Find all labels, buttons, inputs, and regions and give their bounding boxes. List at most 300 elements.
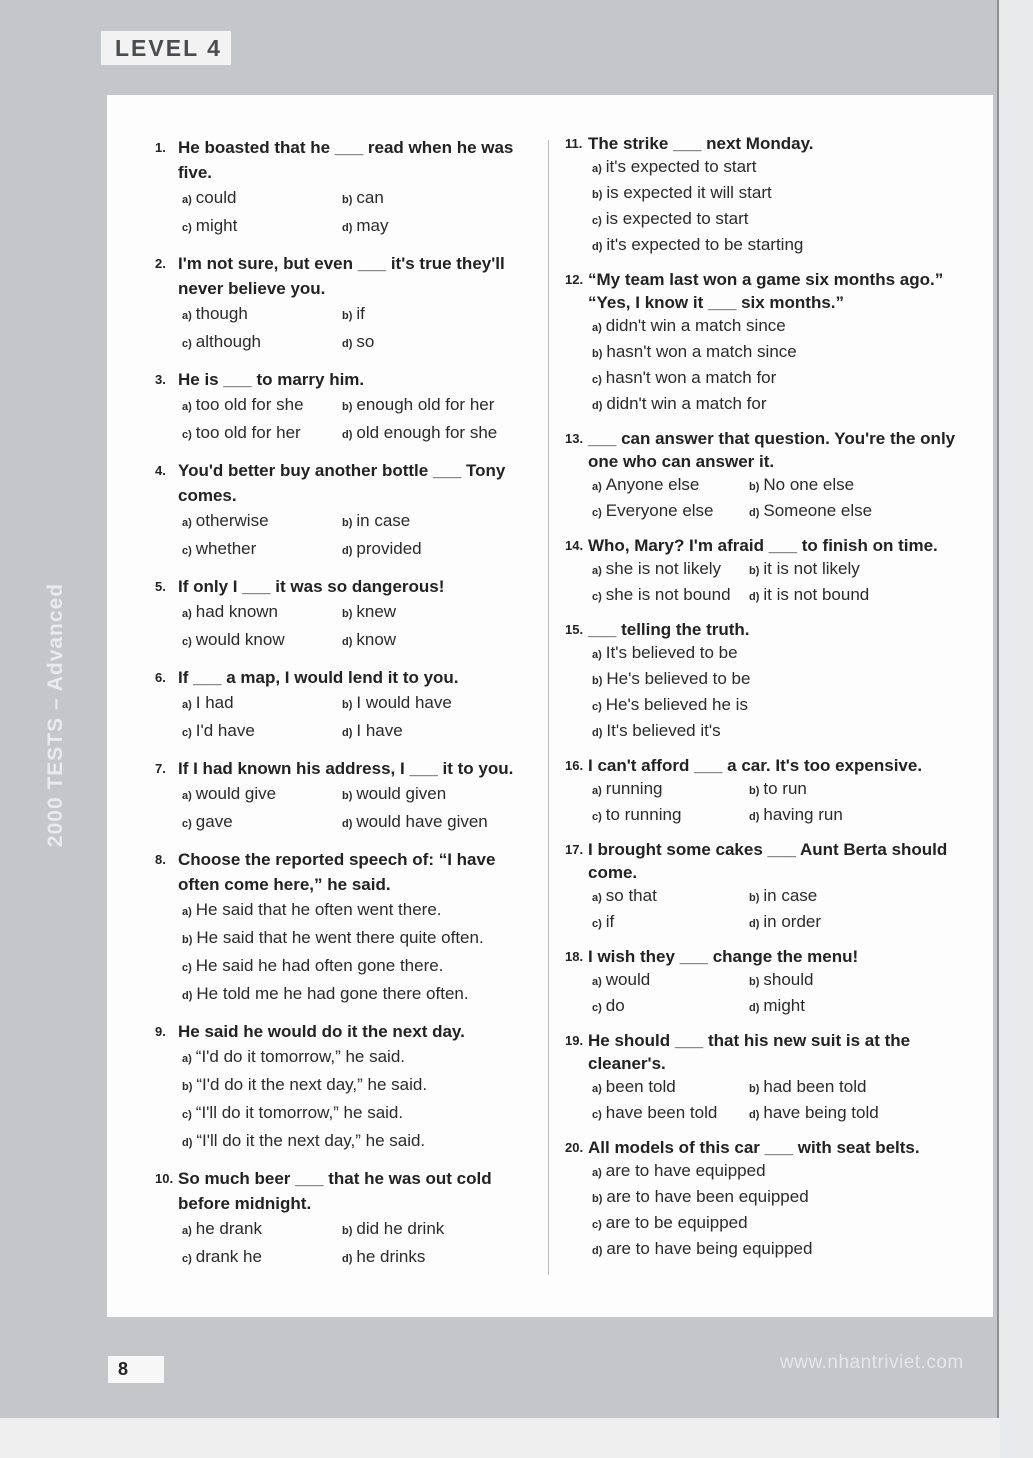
option-text: if [605, 912, 615, 931]
answer-option [592, 1211, 965, 1237]
option-letter: b) [592, 1193, 603, 1205]
option-letter: b) [749, 1083, 760, 1095]
answer-option [182, 690, 342, 718]
question-text: Who, Mary? I'm afraid ___ to finish on time. [588, 536, 938, 555]
answer-options [565, 968, 965, 1020]
left-question-column [155, 135, 530, 1282]
option-text: may [356, 216, 389, 235]
answer-option [592, 181, 965, 207]
answer-option [182, 420, 342, 448]
answer-options [565, 1075, 965, 1127]
question-number: 13. [565, 431, 584, 446]
option-text: Anyone else [605, 475, 700, 494]
option-text: “I'll do it the next day,” he said. [196, 1131, 426, 1150]
option-letter: d) [749, 591, 760, 603]
option-text: it's expected to start [605, 157, 757, 176]
answer-option [592, 884, 749, 910]
option-text: I would have [356, 693, 452, 712]
option-letter: c) [592, 1109, 602, 1121]
answer-option [749, 1075, 965, 1101]
option-text: is expected to start [605, 209, 749, 228]
option-text: He said he had often gone there. [195, 956, 444, 975]
answer-option [182, 1072, 530, 1100]
answer-option [342, 599, 530, 627]
option-text: “I'll do it tomorrow,” he said. [195, 1103, 404, 1122]
question-number: 20. [565, 1140, 584, 1155]
option-text: it is not bound [763, 585, 870, 604]
answer-option [182, 599, 342, 627]
next-page-edge [997, 0, 1033, 1458]
option-letter: b) [342, 310, 353, 322]
option-text: enough old for her [356, 395, 495, 414]
answer-option [182, 1216, 342, 1244]
answer-option [749, 910, 965, 936]
question-item [565, 754, 965, 829]
option-letter: d) [342, 429, 353, 441]
option-text: would [605, 970, 651, 989]
answer-option [342, 213, 530, 241]
answer-option [342, 1216, 530, 1244]
question-stem [565, 1136, 965, 1159]
option-text: No one else [763, 475, 855, 494]
question-stem [155, 1166, 530, 1216]
answer-option [592, 557, 749, 583]
option-letter: d) [342, 636, 353, 648]
question-text: All models of this car ___ with seat belts. [588, 1138, 920, 1157]
option-letter: b) [342, 699, 353, 711]
option-letter: c) [592, 1002, 602, 1014]
option-letter: a) [592, 1167, 602, 1179]
question-text: I wish they ___ change the menu! [588, 947, 859, 966]
question-number: 18. [565, 949, 584, 964]
question-number: 12. [565, 272, 584, 287]
option-text: would give [195, 784, 277, 803]
option-text: could [195, 188, 237, 207]
answer-option [749, 803, 965, 829]
option-text: should [763, 970, 814, 989]
option-letter: c) [182, 636, 192, 648]
option-text: can [356, 188, 384, 207]
option-text: would given [356, 784, 447, 803]
question-item [565, 838, 965, 936]
option-letter: c) [182, 429, 192, 441]
option-letter: b) [592, 348, 603, 360]
answer-options [565, 155, 965, 259]
option-text: did he drink [356, 1219, 445, 1238]
option-letter: d) [342, 545, 353, 557]
option-text: I have [356, 721, 403, 740]
answer-option [592, 667, 965, 693]
option-text: would have given [356, 812, 488, 831]
option-letter: b) [182, 1081, 193, 1093]
option-text: too old for her [195, 423, 301, 442]
option-letter: a) [592, 322, 602, 334]
option-letter: c) [182, 545, 192, 557]
answer-option [592, 1159, 965, 1185]
question-stem [155, 574, 530, 599]
option-letter: a) [592, 649, 602, 661]
question-item [565, 427, 965, 525]
option-letter: c) [592, 811, 602, 823]
option-letter: b) [592, 189, 603, 201]
answer-option [592, 340, 965, 366]
answer-options [565, 641, 965, 745]
question-number: 3. [155, 372, 166, 387]
question-number: 7. [155, 761, 166, 776]
question-text: If ___ a map, I would lend it to you. [178, 668, 459, 687]
answer-option [182, 981, 530, 1009]
option-letter: c) [182, 1253, 192, 1265]
answer-option [592, 1185, 965, 1211]
answer-option [749, 994, 965, 1020]
option-text: He said that he went there quite often. [196, 928, 484, 947]
option-letter: b) [342, 1225, 353, 1237]
option-letter: a) [592, 565, 602, 577]
answer-option [342, 185, 530, 213]
answer-option [182, 1244, 342, 1272]
option-letter: b) [749, 785, 760, 797]
answer-option [342, 627, 530, 655]
answer-option [342, 329, 530, 357]
option-letter: a) [182, 906, 192, 918]
option-text: Someone else [763, 501, 873, 520]
answer-option [182, 392, 342, 420]
option-text: she is not likely [605, 559, 722, 578]
answer-option [592, 1237, 965, 1263]
answer-option [592, 641, 965, 667]
option-letter: c) [182, 338, 192, 350]
question-text: You'd better buy another bottle ___ Tony comes. [178, 461, 506, 505]
question-stem [155, 251, 530, 301]
answer-options [565, 314, 965, 418]
option-letter: d) [592, 400, 603, 412]
option-letter: a) [592, 481, 602, 493]
answer-option [182, 1128, 530, 1156]
answer-options [155, 599, 530, 655]
answer-options [155, 1216, 530, 1272]
question-item [155, 251, 530, 357]
answer-option [182, 329, 342, 357]
option-text: might [763, 996, 805, 1015]
option-text: too old for she [195, 395, 304, 414]
option-text: running [605, 779, 663, 798]
option-letter: a) [592, 976, 602, 988]
option-text: provided [356, 539, 422, 558]
answer-option [592, 1101, 749, 1127]
answer-option [592, 392, 965, 418]
question-number: 4. [155, 463, 166, 478]
option-letter: b) [592, 675, 603, 687]
question-item [155, 135, 530, 241]
question-text: Choose the reported speech of: “I have often come here,” he said. [178, 850, 496, 894]
question-text: If I had known his address, I ___ it to you. [178, 759, 514, 778]
option-text: it is not likely [763, 559, 860, 578]
question-text: So much beer ___ that he was out cold before midnight. [178, 1169, 492, 1213]
answer-option [749, 473, 965, 499]
page-number-box [108, 1356, 164, 1383]
answer-option [592, 233, 965, 259]
question-text: “My team last won a game six months ago.” “Yes, I know it ___ six months.” [588, 270, 944, 312]
question-item [565, 268, 965, 418]
question-stem [155, 135, 530, 185]
answer-option [592, 693, 965, 719]
answer-option [182, 1100, 530, 1128]
question-number: 19. [565, 1033, 584, 1048]
answer-option [749, 583, 965, 609]
answer-options [155, 897, 530, 1009]
option-text: is expected it will start [606, 183, 772, 202]
answer-option [182, 213, 342, 241]
option-text: have been told [605, 1103, 718, 1122]
option-letter: d) [749, 811, 760, 823]
option-text: He said that he often went there. [195, 900, 442, 919]
question-stem [565, 534, 965, 557]
option-letter: d) [592, 727, 603, 739]
answer-option [749, 557, 965, 583]
question-stem [565, 268, 965, 314]
option-letter: d) [749, 507, 760, 519]
option-letter: b) [749, 481, 760, 493]
option-letter: a) [182, 517, 192, 529]
option-letter: c) [182, 1109, 192, 1121]
answer-option [592, 314, 965, 340]
question-number: 17. [565, 842, 584, 857]
question-item [155, 458, 530, 564]
side-book-title: 2000 TESTS – Advanced [44, 582, 67, 848]
answer-option [592, 777, 749, 803]
option-text: he drank [195, 1219, 262, 1238]
question-number: 2. [155, 256, 166, 271]
option-letter: c) [592, 215, 602, 227]
option-letter: b) [342, 401, 353, 413]
answer-options [565, 777, 965, 829]
question-stem [155, 1019, 530, 1044]
option-text: are to be equipped [605, 1213, 748, 1232]
option-letter: b) [749, 892, 760, 904]
question-text: He said he would do it the next day. [178, 1022, 465, 1041]
option-letter: d) [342, 338, 353, 350]
answer-options [155, 301, 530, 357]
website-url: www.nhantriviet.com [780, 1352, 964, 1373]
option-text: know [356, 630, 397, 649]
option-text: have being told [763, 1103, 879, 1122]
option-text: he drinks [356, 1247, 426, 1266]
answer-option [342, 1244, 530, 1272]
option-text: do [605, 996, 625, 1015]
option-text: He's believed he is [605, 695, 748, 714]
option-text: might [195, 216, 238, 235]
option-text: to run [763, 779, 807, 798]
option-letter: c) [592, 918, 602, 930]
option-text: had known [195, 602, 279, 621]
answer-option [182, 897, 530, 925]
option-text: hasn't won a match for [605, 368, 777, 387]
answer-option [182, 925, 530, 953]
option-text: He's believed to be [606, 669, 751, 688]
answer-option [749, 1101, 965, 1127]
option-letter: d) [342, 727, 353, 739]
answer-option [182, 536, 342, 564]
option-text: though [195, 304, 248, 323]
question-text: He should ___ that his new suit is at the cleaner's. [588, 1031, 911, 1073]
option-text: although [195, 332, 262, 351]
question-number: 6. [155, 670, 166, 685]
answer-option [182, 301, 342, 329]
option-text: gave [195, 812, 233, 831]
option-text: It's believed to be [605, 643, 738, 662]
question-item [155, 574, 530, 655]
level-heading: LEVEL 4 [115, 35, 222, 61]
answer-option [749, 777, 965, 803]
question-text: He is ___ to marry him. [178, 370, 365, 389]
answer-options [565, 557, 965, 609]
option-letter: c) [182, 222, 192, 234]
answer-option [182, 718, 342, 746]
option-letter: a) [182, 194, 192, 206]
bottom-margin [0, 1418, 1000, 1458]
option-letter: d) [749, 918, 760, 930]
option-letter: a) [182, 401, 192, 413]
option-letter: b) [749, 565, 760, 577]
answer-option [592, 910, 749, 936]
answer-option [342, 718, 530, 746]
column-divider [548, 140, 549, 1275]
option-letter: a) [592, 892, 602, 904]
question-number: 10. [155, 1171, 174, 1186]
question-item [565, 132, 965, 259]
option-text: “I'd do it the next day,” he said. [196, 1075, 428, 1094]
option-text: are to have been equipped [606, 1187, 809, 1206]
question-item [155, 1019, 530, 1156]
question-stem [565, 132, 965, 155]
question-text: If only I ___ it was so dangerous! [178, 577, 445, 596]
answer-option [749, 884, 965, 910]
option-letter: a) [592, 163, 602, 175]
answer-option [182, 809, 342, 837]
option-text: had been told [763, 1077, 867, 1096]
question-number: 5. [155, 579, 166, 594]
question-stem [565, 945, 965, 968]
answer-option [592, 583, 749, 609]
question-item [565, 1136, 965, 1263]
answer-option [342, 781, 530, 809]
option-letter: c) [182, 727, 192, 739]
question-text: The strike ___ next Monday. [588, 134, 814, 153]
question-number: 9. [155, 1024, 166, 1039]
option-text: having run [763, 805, 843, 824]
answer-options [565, 1159, 965, 1263]
option-text: I'd have [195, 721, 255, 740]
question-text: ___ can answer that question. You're the only one who can answer it. [588, 429, 956, 471]
question-stem [155, 665, 530, 690]
option-letter: d) [749, 1109, 760, 1121]
answer-options [565, 473, 965, 525]
answer-option [182, 781, 342, 809]
answer-option [342, 508, 530, 536]
question-number: 15. [565, 622, 584, 637]
option-letter: a) [182, 310, 192, 322]
question-stem [565, 1029, 965, 1075]
answer-options [155, 185, 530, 241]
answer-option [342, 301, 530, 329]
question-stem [155, 756, 530, 781]
question-stem [565, 838, 965, 884]
question-number: 1. [155, 140, 166, 155]
option-text: hasn't won a match since [606, 342, 797, 361]
option-text: didn't win a match since [605, 316, 786, 335]
question-number: 8. [155, 852, 166, 867]
option-letter: a) [182, 699, 192, 711]
option-text: otherwise [195, 511, 269, 530]
option-letter: b) [342, 790, 353, 802]
option-text: are to have being equipped [606, 1239, 813, 1258]
question-item [155, 1166, 530, 1272]
question-stem [155, 367, 530, 392]
option-letter: b) [342, 517, 353, 529]
option-text: in order [763, 912, 822, 931]
answer-option [342, 690, 530, 718]
question-text: I can't afford ___ a car. It's too expensive. [588, 756, 923, 775]
question-item [565, 945, 965, 1020]
answer-option [592, 719, 965, 745]
option-letter: a) [592, 785, 602, 797]
answer-options [155, 508, 530, 564]
answer-option [592, 994, 749, 1020]
answer-option [342, 809, 530, 837]
answer-option [592, 155, 965, 181]
option-text: are to have equipped [605, 1161, 766, 1180]
option-letter: d) [749, 1002, 760, 1014]
option-text: Everyone else [605, 501, 714, 520]
question-item [565, 1029, 965, 1127]
question-stem [155, 458, 530, 508]
option-text: knew [356, 602, 397, 621]
option-text: to running [605, 805, 682, 824]
question-item [155, 367, 530, 448]
page-number: 8 [118, 1359, 129, 1379]
question-stem [155, 847, 530, 897]
answer-option [749, 499, 965, 525]
option-text: It's believed it's [606, 721, 721, 740]
answer-options [155, 392, 530, 448]
answer-option [182, 953, 530, 981]
option-text: “I'd do it tomorrow,” he said. [195, 1047, 406, 1066]
option-letter: c) [592, 374, 602, 386]
answer-option [592, 366, 965, 392]
answer-option [592, 207, 965, 233]
option-text: old enough for she [356, 423, 498, 442]
option-text: so that [605, 886, 657, 905]
option-letter: a) [182, 790, 192, 802]
option-letter: a) [592, 1083, 602, 1095]
question-item [155, 847, 530, 1009]
option-letter: d) [592, 241, 603, 253]
answer-option [592, 1075, 749, 1101]
option-letter: a) [182, 1225, 192, 1237]
question-number: 11. [565, 136, 583, 151]
answer-option [592, 968, 749, 994]
answer-option [592, 473, 749, 499]
option-letter: b) [342, 194, 353, 206]
answer-option [182, 185, 342, 213]
question-stem [565, 427, 965, 473]
option-letter: d) [342, 1253, 353, 1265]
question-item [155, 756, 530, 837]
option-letter: c) [182, 818, 192, 830]
option-letter: c) [182, 962, 192, 974]
question-text: I brought some cakes ___ Aunt Berta should come. [588, 840, 948, 882]
answer-option [342, 420, 530, 448]
